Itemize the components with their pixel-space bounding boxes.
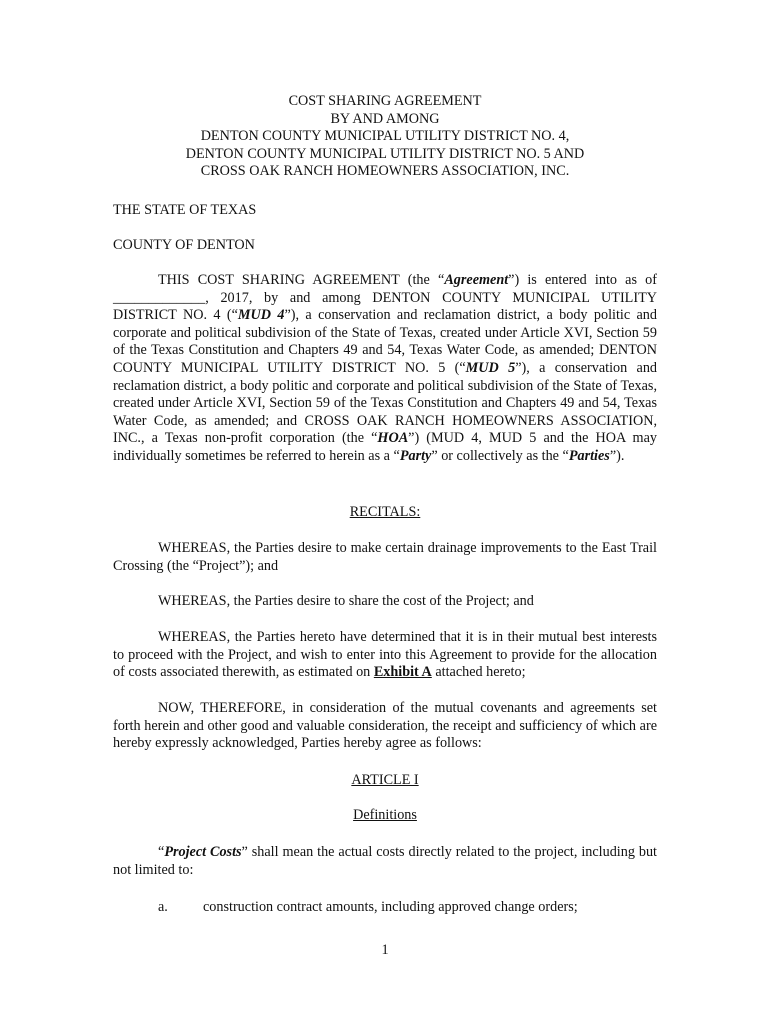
title-line: DENTON COUNTY MUNICIPAL UTILITY DISTRICT NO. 5 AND [185,145,585,162]
article-heading [113,772,657,790]
intro-text: ”), a conservation and reclamation district, a body politic and corporate and political subdivision of the State of Texas, created under Article XVI, Section 59 of the Texas Constitution and Chapters 49 and 54, Texas Water Code, as amended; and CROSS OAK RANCH HOMEOWNERS ASSOCIATION, INC., a Texas non-profit corporation (the “ [113,359,658,447]
defined-term-parties: Parties [568,447,610,464]
recitals-heading [113,504,657,522]
list-item-text: construction contract amounts, including approved change orders; [203,899,578,915]
project-costs-text: ” shall mean the actual costs directly related to the project, including but not limited to: [113,844,657,878]
project-costs-definition [113,844,657,879]
page-number: 1 [381,942,389,958]
defined-term-mud5: MUD 5 [465,359,516,376]
definitions-heading-text: Definitions [353,807,417,823]
defined-term-hoa: HOA [377,430,409,447]
intro-text: ”) is entered into as of _____________, 2017, by and among DENTON COUNTY MUNICIPAL UTILITY DISTRICT NO. 4 (“ [113,272,657,324]
intro-text: ”), a conservation and reclamation district, a body politic and corporate and political subdivision of the State of Texas, created under Article XVI, Section 59 of the Texas Constitution and Chapters 49 and 54, Texas Water Code, as amended; DENTON COUNTY MUNICIPAL UTILITY DISTRICT NO. 5 (“ [113,307,657,376]
state-line: THE STATE OF TEXAS [113,202,257,218]
list-item-letter: a. [158,899,168,915]
recitals-heading-text: RECITALS: [349,504,421,520]
whereas-paragraph-1: WHEREAS, the Parties desire to make certain drainage improvements to the East Trail Crossing (the “Project”); and [113,540,657,574]
intro-text: ”). [609,447,625,464]
defined-term-party: Party [399,447,432,464]
document-title [113,93,657,181]
defined-term-agreement: Agreement [444,272,509,288]
whereas3-text: attached hereto; [431,664,526,681]
project-costs-text: “ [158,844,165,860]
whereas3-text: WHEREAS, the Parties hereto have determined that it is in their mutual best interests to proceed with the Project, and wish to enter into this Agreement to provide for the allocation of costs associated therewith, as estimated on [113,629,657,681]
now-therefore-paragraph: NOW, THEREFORE, in consideration of the mutual covenants and agreements set forth herein and other good and valuable consideration, the receipt and sufficiency of which are hereby expressly acknowledged, Parties hereby agree as follows: [113,700,657,752]
whereas-paragraph-3 [113,629,657,682]
defined-term-mud4: MUD 4 [237,307,285,324]
defined-term-project-costs: Project Costs [164,844,242,860]
definitions-heading [113,807,657,825]
article-heading-text: ARTICLE I [351,772,419,788]
title-line: DENTON COUNTY MUNICIPAL UTILITY DISTRICT NO. 4, [200,128,570,145]
title-line: BY AND AMONG [330,110,440,127]
intro-text: THIS COST SHARING AGREEMENT (the “ [158,272,445,288]
exhibit-a-reference: Exhibit A [373,664,432,681]
intro-text: ” or collectively as the “ [431,447,569,464]
whereas-paragraph-2: WHEREAS, the Parties desire to share the cost of the Project; and [158,593,534,609]
intro-paragraph [113,272,657,466]
title-line: CROSS OAK RANCH HOMEOWNERS ASSOCIATION, INC. [200,163,570,180]
intro-text: ”) (MUD 4, MUD 5 and the HOA may individually sometimes be referred to herein as a “ [113,430,657,464]
title-line: COST SHARING AGREEMENT [288,93,482,109]
county-line: COUNTY OF DENTON [113,237,255,253]
